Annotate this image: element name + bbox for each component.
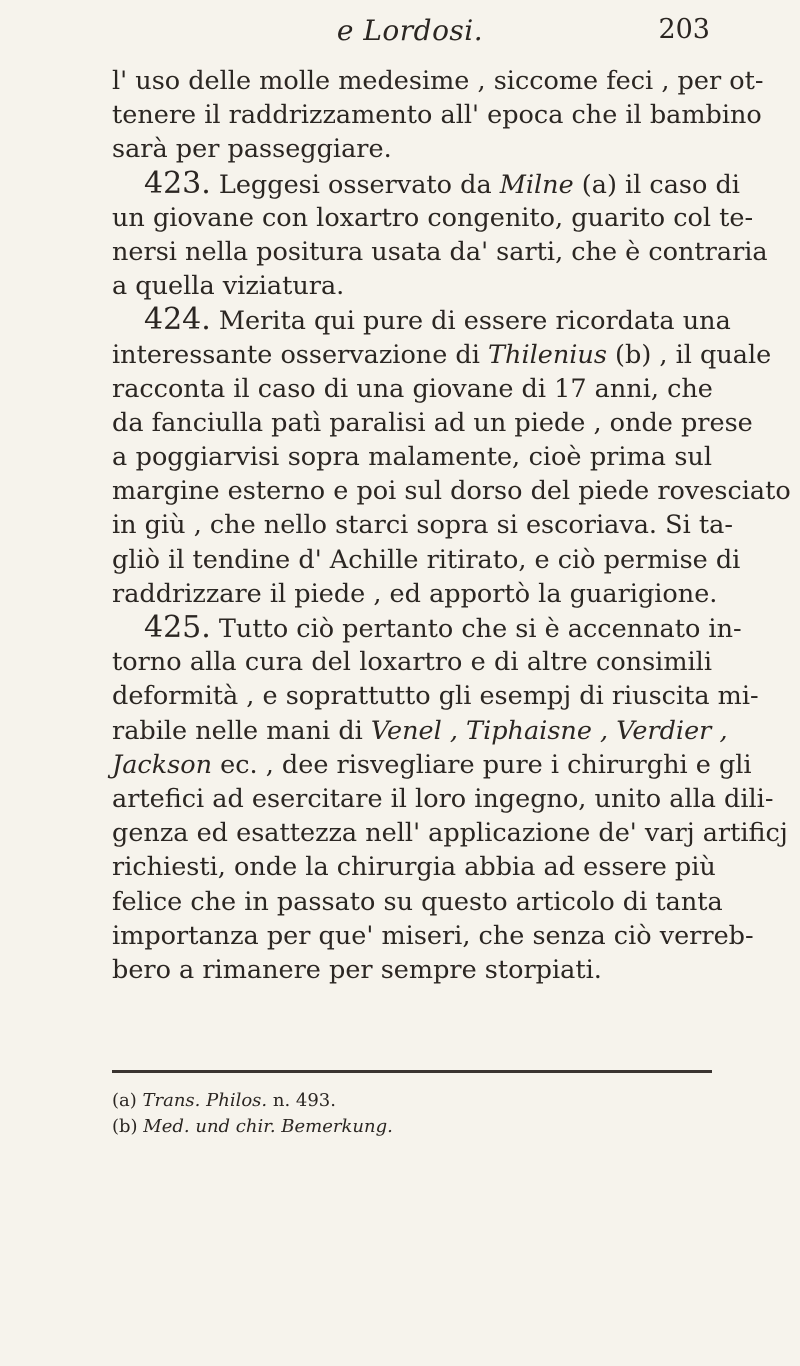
text-line xyxy=(112,201,754,235)
line-text: genza ed esattezza nell' applicazione de' varj artificj xyxy=(112,818,788,849)
line-text: (b) , il quale xyxy=(606,339,772,370)
text-line xyxy=(112,543,741,577)
paragraph-number: 424. xyxy=(144,302,211,338)
text-line xyxy=(112,165,740,201)
footnote-text: n. 493. xyxy=(267,1090,336,1111)
text-line xyxy=(112,64,764,98)
line-text: (a) il caso di xyxy=(573,169,740,200)
line-text: Merita qui pure di essere ricordata una xyxy=(210,306,731,337)
line-text: ec. , dee risvegliare pure i chirurghi e gli xyxy=(212,749,752,780)
text-line xyxy=(112,406,753,440)
footnote xyxy=(112,1088,712,1114)
text-line xyxy=(112,782,774,816)
line-text: un giovane con loxartro congenito, guarito col te- xyxy=(112,202,754,233)
line-text: rabile nelle mani di xyxy=(112,715,371,746)
text-line xyxy=(112,577,718,611)
text-line xyxy=(112,338,772,372)
line-text: torno alla cura del loxartro e di altre consimili xyxy=(112,647,712,678)
footnote-source: Med. und chir. Bemerkung. xyxy=(143,1116,393,1137)
page-header xyxy=(110,14,710,54)
text-line xyxy=(112,302,731,338)
text-line xyxy=(112,508,733,542)
line-text: richiesti, onde la chirurgia abbia ad essere più xyxy=(112,852,716,883)
line-text: Leggesi osservato da xyxy=(210,169,500,200)
footnote xyxy=(112,1114,712,1140)
line-text: artefici ad esercitare il loro ingegno, unito alla dili- xyxy=(112,783,774,814)
line-text: felice che in passato su questo articolo di tanta xyxy=(112,886,723,917)
line-text: in giù , che nello starci sopra si escoriava. Si ta- xyxy=(112,510,733,541)
line-text: l' uso delle molle medesime , siccome feci , per ot- xyxy=(112,66,764,96)
text-line xyxy=(112,816,788,850)
text-line xyxy=(112,645,712,679)
line-text: deformità , e soprattutto gli esempj di riuscita mi- xyxy=(112,681,759,712)
line-text: gliò il tendine d' Achille ritirato, e ciò permise di xyxy=(112,544,741,575)
text-line xyxy=(112,610,742,645)
text-line xyxy=(112,919,754,953)
footnote-mark: (b) xyxy=(112,1116,144,1137)
text-line xyxy=(112,850,716,884)
line-text: nersi nella positura usata da' sarti, che è contraria xyxy=(112,236,768,267)
text-line xyxy=(112,474,791,508)
text-line xyxy=(112,132,712,166)
text-line xyxy=(112,372,712,406)
italic-text: Jackson xyxy=(112,749,213,780)
text-line xyxy=(112,885,723,919)
line-text: margine esterno e poi sul dorso del piede rovesciato xyxy=(112,476,791,507)
footnote-rule xyxy=(112,1070,712,1073)
line-text: sarà per passeggiare. xyxy=(112,134,392,165)
footnote-source: Trans. Philos. xyxy=(142,1090,268,1111)
line-text: raddrizzare il piede , ed apportò la guarigione. xyxy=(112,578,718,609)
running-title: e Lordosi. xyxy=(336,14,484,47)
footnotes xyxy=(112,1088,712,1140)
text-line xyxy=(112,953,712,987)
line-text: Tutto ciò pertanto che si è accennato in- xyxy=(210,614,742,644)
line-text: a poggiarvisi sopra malamente, cioè prima sul xyxy=(112,442,712,473)
italic-text: Thilenius xyxy=(488,339,607,370)
line-text: bero a rimanere per sempre storpiati. xyxy=(112,954,602,985)
italic-text: Milne xyxy=(499,169,574,200)
text-line xyxy=(112,235,768,269)
line-text: a quella viziatura. xyxy=(112,271,345,302)
text-line xyxy=(112,748,752,782)
text-line xyxy=(112,440,712,474)
footnote-mark: (a) xyxy=(112,1090,143,1111)
page-number: 203 xyxy=(658,14,710,45)
line-text: da fanciulla patì paralisi ad un piede , onde prese xyxy=(112,407,753,438)
line-text: importanza per que' miseri, che senza ciò verreb- xyxy=(112,920,754,951)
paragraph-number: 423. xyxy=(144,165,211,201)
text-line xyxy=(112,679,759,713)
body-text xyxy=(112,64,791,987)
line-text: interessante osservazione di xyxy=(112,339,489,370)
paragraph-number: 425. xyxy=(144,610,211,645)
italic-text: Venel , Tiphaisne , Verdier , xyxy=(370,715,728,746)
line-text: tenere il raddrizzamento all' epoca che il bambino xyxy=(112,100,762,131)
line-text: racconta il caso di una giovane di 17 anni, che xyxy=(112,373,713,404)
text-line xyxy=(112,269,712,303)
text-line xyxy=(112,714,728,748)
text-line xyxy=(112,98,762,132)
